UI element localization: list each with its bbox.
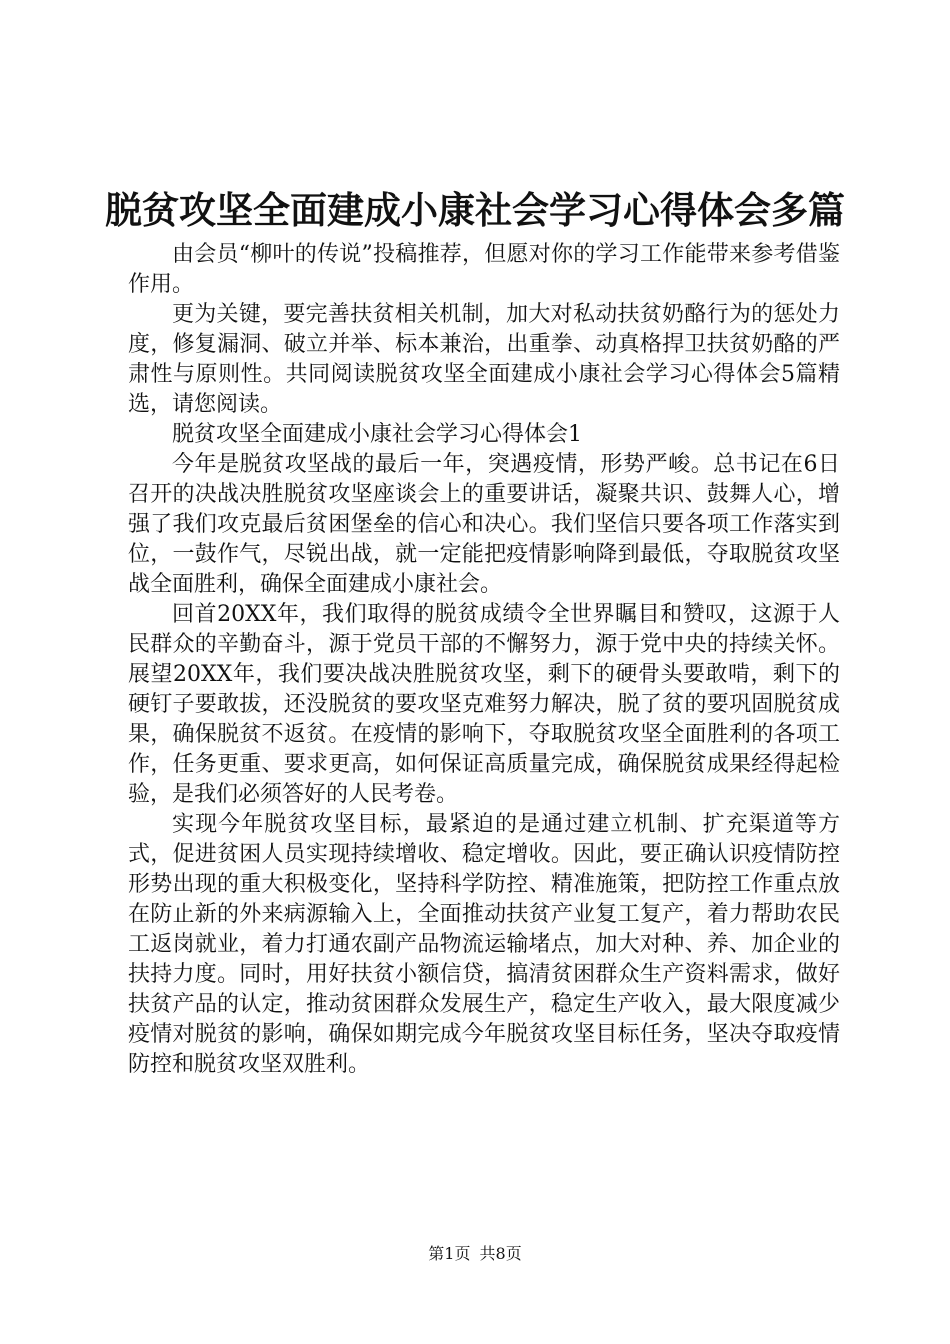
page-footer: [0, 1242, 950, 1266]
paragraph-body-1: 今年是脱贫攻坚战的最后一年，突遇疫情，形势严峻。总书记在6日召开的决战决胜脱贫攻坚座谈会上的重要讲话，凝聚共识、鼓舞人心，增强了我们攻克最后贫困堡垒的信心和决心。我们坚信只要各项工作落实到位，一鼓作气，尽锐出战，就一定能把疫情影响降到最低，夺取脱贫攻坚战全面胜利，确保全面建成小康社会。: [128, 452, 840, 597]
paragraph-body-2: 回首20XX年，我们取得的脱贫成绩令全世界瞩目和赞叹，这源于人民群众的辛勤奋斗，源于党员干部的不懈努力，源于党中央的持续关怀。展望20XX年，我们要决战决胜脱贫攻坚，剩下的硬骨头要敢啃，剩下的硬钉子要敢拔，还没脱贫的要攻坚克难努力解决，脱了贫的要巩固脱贫成果，确保脱贫不返贫。在疫情的影响下，夺取脱贫攻坚全面胜利的各项工作，任务更重、要求更高，如何保证高质量完成，确保脱贫成果经得起检验，是我们必须答好的人民考卷。: [128, 602, 840, 807]
page-number: 第1页: [428, 1244, 471, 1263]
document-body: [128, 240, 840, 1080]
paragraph-summary: 更为关键，要完善扶贫相关机制，加大对私动扶贫奶酪行为的惩处力度，修复漏洞、破立并举、标本兼治，出重拳、动真格捍卫扶贫奶酪的严肃性与原则性。共同阅读脱贫攻坚全面建成小康社会学习心得体会5篇精选，请您阅读。: [128, 302, 840, 417]
page-total: 共8页: [479, 1244, 522, 1263]
document-title: 脱贫攻坚全面建成小康社会学习心得体会多篇: [105, 188, 845, 232]
paragraph-body-3: 实现今年脱贫攻坚目标，最紧迫的是通过建立机制、扩充渠道等方式，促进贫困人员实现持续增收、稳定增收。因此，要正确认识疫情防控形势出现的重大积极变化，坚持科学防控、精准施策，把防控工作重点放在防止新的外来病源输入上，全面推动扶贫产业复工复产，着力帮助农民工返岗就业，着力打通农副产品物流运输堵点，加大对种、养、加企业的扶持力度。同时，用好扶贫小额信贷，搞清贫困群众生产资料需求，做好扶贫产品的认定，推动贫困群众发展生产，稳定生产收入，最大限度减少疫情对脱贫的影响，确保如期完成今年脱贫攻坚目标任务，坚决夺取疫情防控和脱贫攻坚双胜利。: [128, 812, 840, 1077]
paragraph-intro: 由会员“柳叶的传说”投稿推荐，但愿对你的学习工作能带来参考借鉴作用。: [128, 242, 840, 297]
section-heading: 脱贫攻坚全面建成小康社会学习心得体会1: [172, 422, 582, 447]
